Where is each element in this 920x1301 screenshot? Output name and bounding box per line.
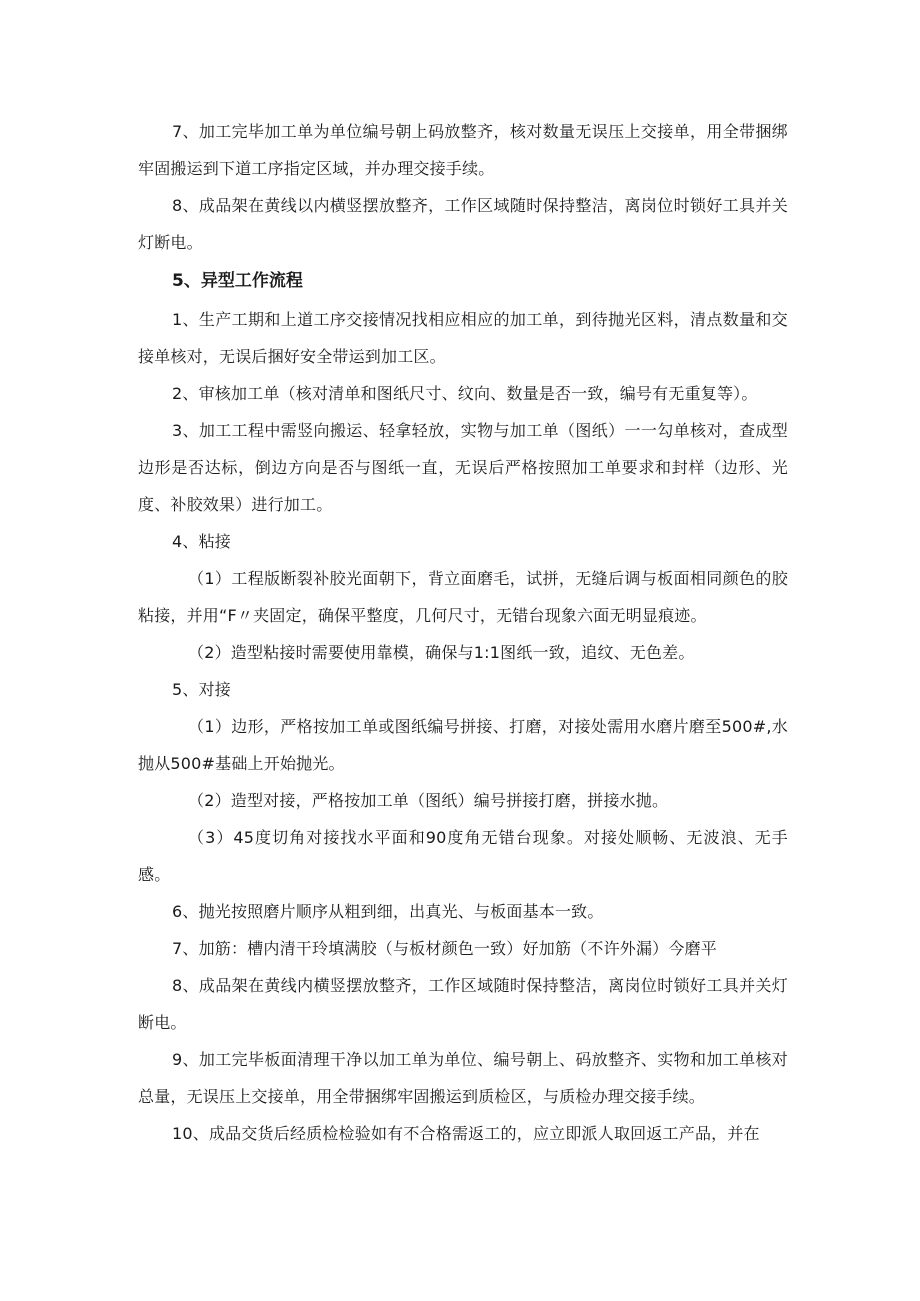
paragraph-7-handover: 7、加工完毕加工单为单位编号朝上码放整齐，核对数量无误压上交接单，用全带捆绑牢固搬运到下道工序指定区域，并办理交接手续。 xyxy=(138,122,788,178)
sub-item-4-2: （2）造型粘接时需要使用靠模，确保与1:1图纸一致，追纹、无色差。 xyxy=(188,643,695,662)
paragraph-5-joining: 5、对接 xyxy=(172,680,231,699)
section-heading: 5、异型工作流程 xyxy=(172,271,303,291)
paragraph-4-bonding: 4、粘接 xyxy=(172,532,231,551)
paragraph-2-review: 2、审核加工单（核对清单和图纸尺寸、纹向、数量是否一致，编号有无重复等）。 xyxy=(172,384,758,403)
paragraph-10-rework: 10、成品交货后经质检检验如有不合格需返工的，应立即派人取回返工产品，并在 xyxy=(172,1124,760,1143)
paragraph-6-polishing: 6、抛光按照磨片顺序从粗到细，出真光、与板面基本一致。 xyxy=(172,902,604,921)
sub-item-5-3: （3）45度切角对接找水平面和90度角无错台现象。对接处顺畅、无波浪、无手感。 xyxy=(138,828,788,884)
sub-item-5-2: （2）造型对接，严格按加工单（图纸）编号拼接打磨，拼接水抛。 xyxy=(188,791,669,810)
sub-item-5-1: （1）边形，严格按加工单或图纸编号拼接、打磨，对接处需用水磨片磨至500#,水抛从500#基础上开始抛光。 xyxy=(138,717,788,773)
paragraph-1-production: 1、生产工期和上道工序交接情况找相应相应的加工单，到待抛光区料，清点数量和交接单核对，无误后捆好安全带运到加工区。 xyxy=(138,310,788,366)
document-body xyxy=(138,113,788,1152)
paragraph-8-finished-rack: 8、成品架在黄线以内横竖摆放整齐，工作区域随时保持整洁，离岗位时锁好工具并关灯断电。 xyxy=(138,196,788,252)
paragraph-3-processing: 3、加工工程中需竖向搬运、轻拿轻放，实物与加工单（图纸）一一勾单核对，查成型边形是否达标，倒边方向是否与图纸一直，无误后严格按照加工单要求和封样（边形、光度、补胶效果）进行加工。 xyxy=(138,421,788,514)
sub-item-4-1: （1）工程版断裂补胶光面朝下，背立面磨毛，试拼，无缝后调与板面相同颜色的胶粘接，并用“F〃夹固定，确保平整度，几何尺寸，无错台现象六面无明显痕迹。 xyxy=(138,569,788,625)
paragraph-8-rack: 8、成品架在黄线内横竖摆放整齐，工作区域随时保持整洁，离岗位时锁好工具并关灯断电。 xyxy=(138,976,788,1032)
paragraph-9-cleanup: 9、加工完毕板面清理干净以加工单为单位、编号朝上、码放整齐、实物和加工单核对总量，无误压上交接单，用全带捆绑牢固搬运到质检区，与质检办理交接手续。 xyxy=(138,1050,788,1106)
paragraph-7-reinforcement: 7、加筋：槽内清干玲填满胶（与板材颜色一致）好加筋（不许外漏）今磨平 xyxy=(172,939,717,958)
